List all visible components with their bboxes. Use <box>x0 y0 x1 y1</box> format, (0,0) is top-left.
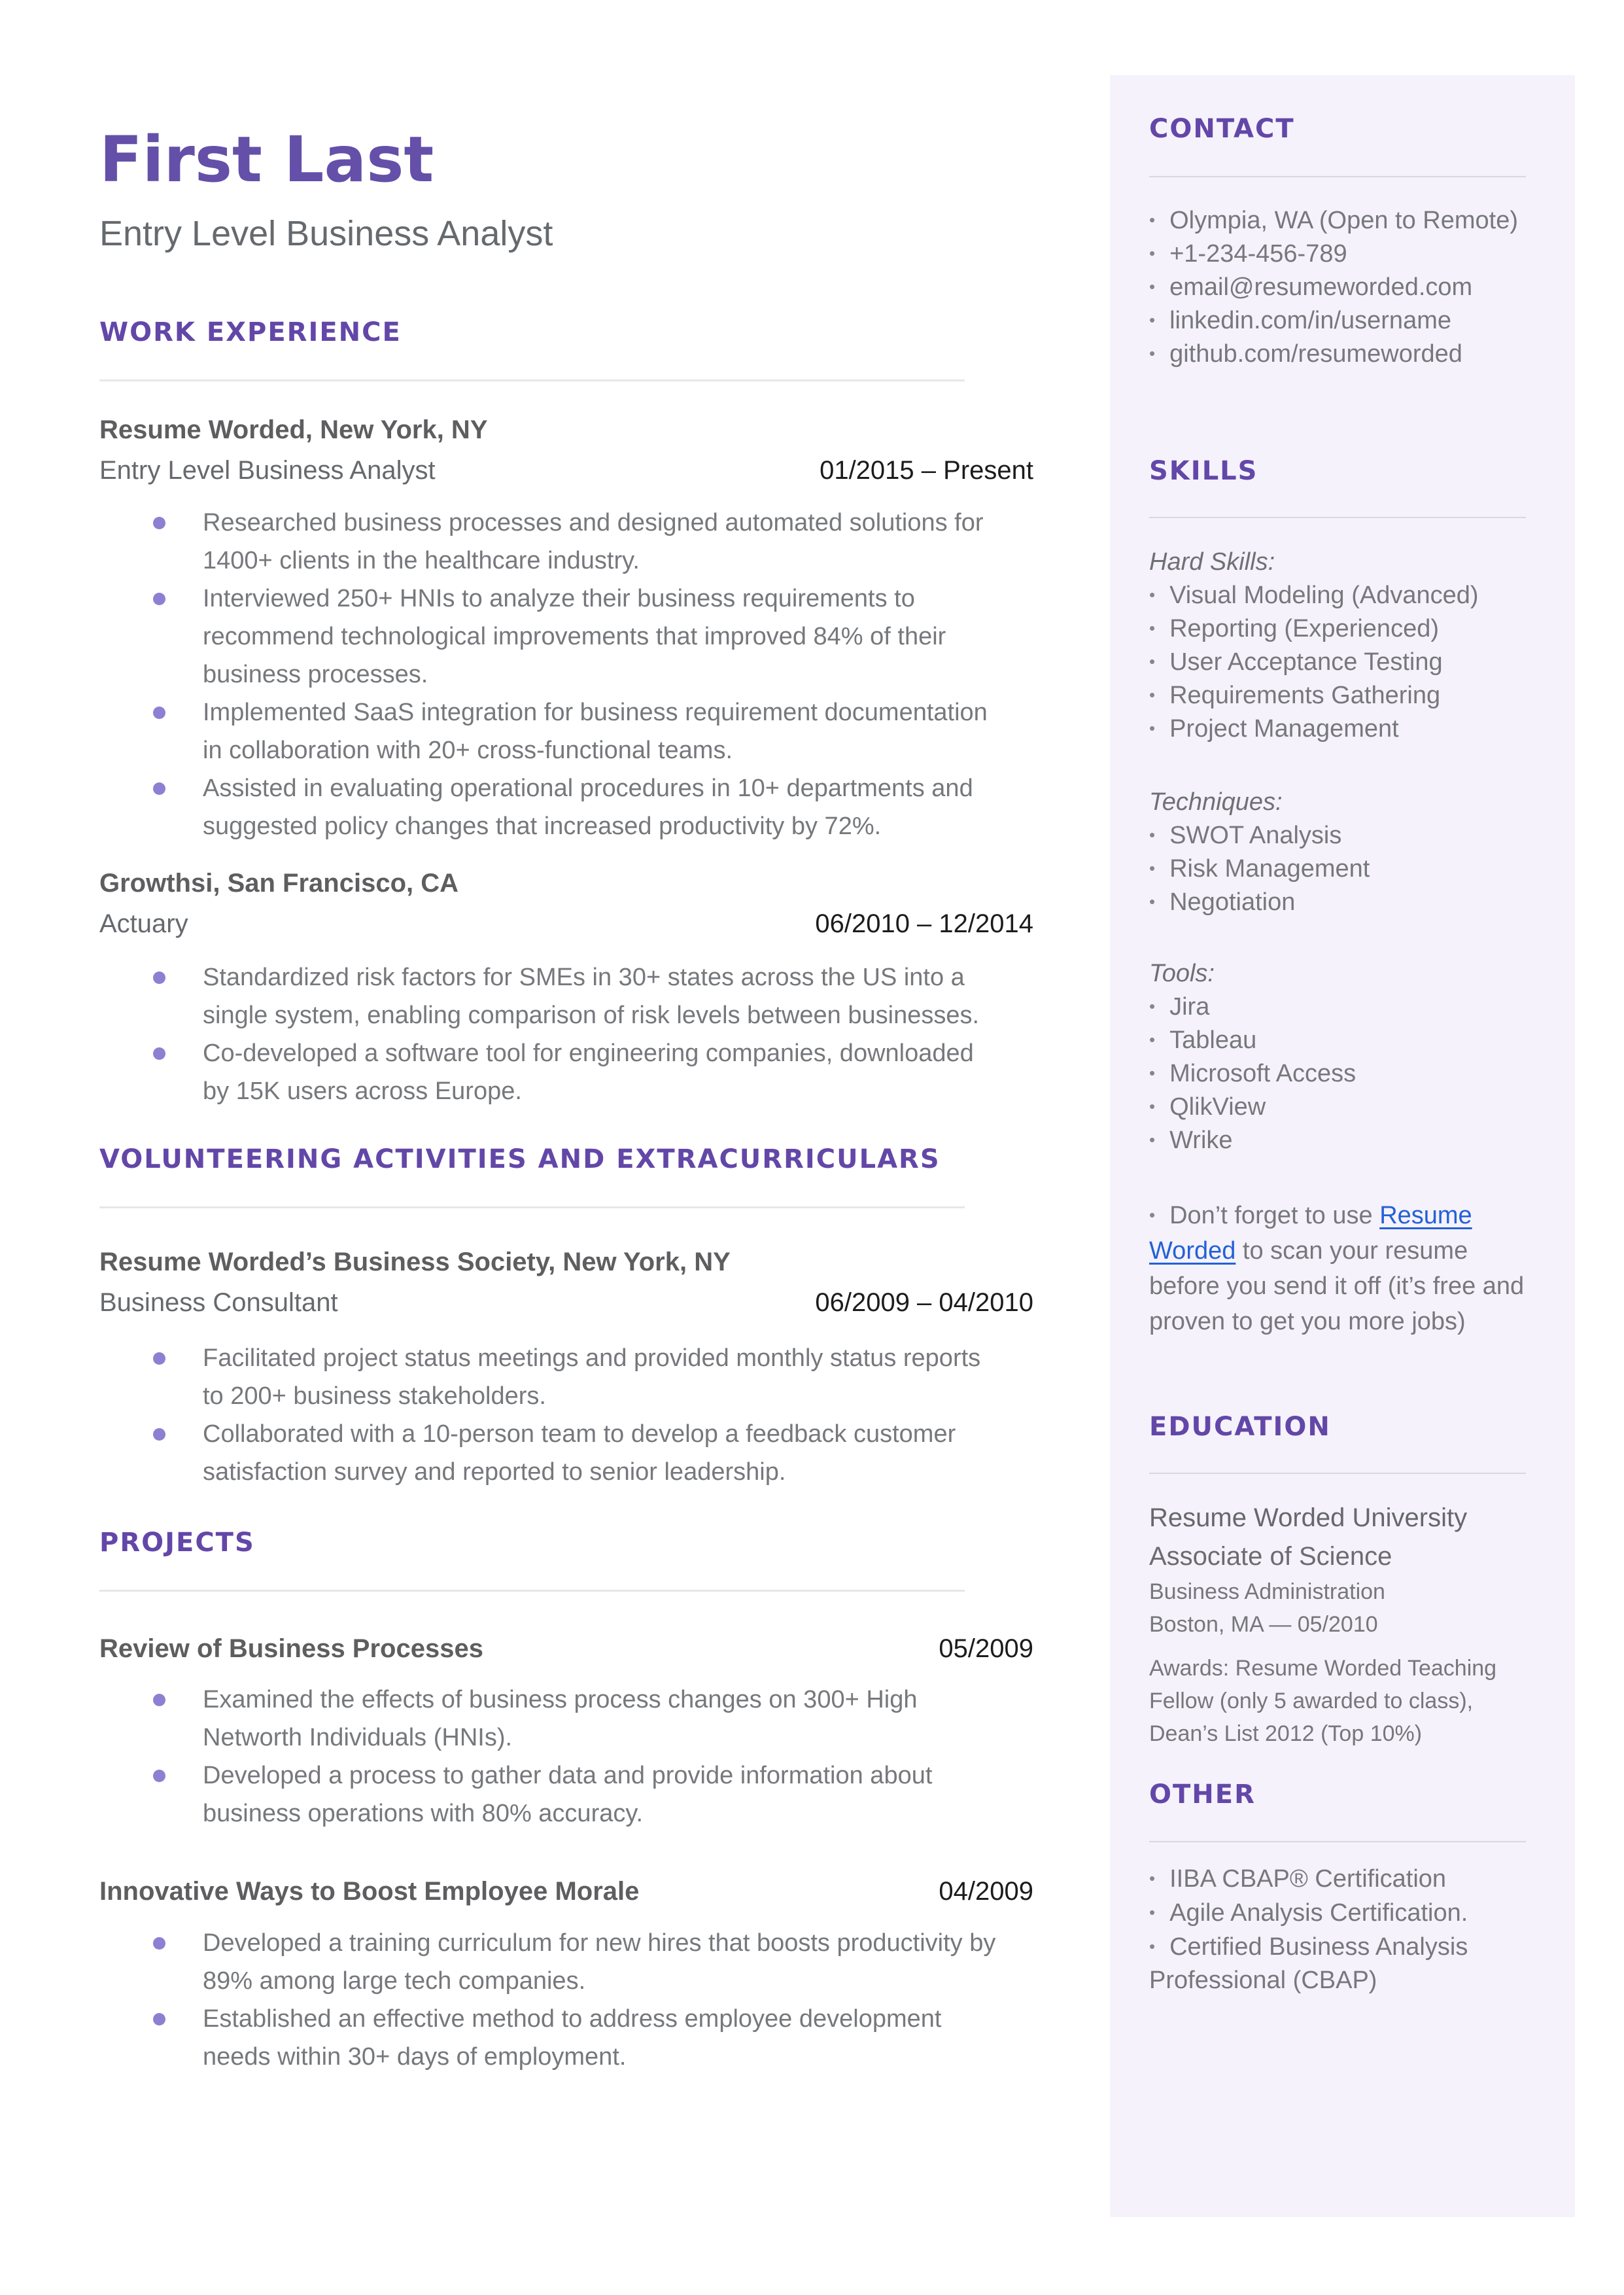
role-title: Entry Level Business Analyst <box>99 456 436 485</box>
other-list <box>1149 1862 1526 1997</box>
contact-item-github <box>1149 337 1526 370</box>
bullet-dot-icon: • <box>1149 685 1156 705</box>
bullet-dot-icon: • <box>1149 1868 1156 1888</box>
resume-worded-link[interactable]: Resume Worded <box>1149 1202 1472 1265</box>
main-column <box>99 0 1033 2076</box>
bullet-list <box>153 1681 1033 1832</box>
bullet-dot-icon: • <box>1149 652 1156 671</box>
skills-list-hard <box>1149 578 1526 745</box>
bullet-dot-icon <box>153 517 165 529</box>
skill-item <box>1149 678 1526 712</box>
skill-text: Negotiation <box>1169 888 1296 916</box>
bullet-dot-icon: • <box>1149 858 1156 878</box>
education-major: Business Administration <box>1149 1579 1385 1604</box>
project-entry <box>99 1876 1033 2076</box>
education-school: Resume Worded University <box>1149 1503 1468 1532</box>
contact-item-email <box>1149 270 1526 304</box>
bullet-dot-icon: • <box>1149 825 1156 845</box>
other-text: IIBA CBAP® Certification <box>1169 1865 1447 1893</box>
bullet-item <box>153 2000 1033 2076</box>
project-title-row <box>99 1876 1033 1907</box>
bullet-list <box>153 504 1033 845</box>
bullet-item <box>153 693 1033 769</box>
sidebar <box>1110 75 1575 2217</box>
sidebar-heading-education: EDUCATION <box>1149 1412 1331 1442</box>
bullet-dot-icon: • <box>1149 1030 1156 1049</box>
other-item <box>1149 1862 1526 1896</box>
bullet-dot-icon <box>153 707 165 719</box>
divider <box>1149 176 1526 177</box>
bullet-text: Standardized risk factors for SMEs in 30+ states across the US into a single system, enabling comparison of risk levels between businesses. <box>203 964 980 1029</box>
divider <box>1149 1473 1526 1474</box>
role-date-row <box>99 1288 1033 1318</box>
bullet-text: Collaborated with a 10-person team to develop a feedback customer satisfaction survey and reported to senior leadership. <box>203 1420 956 1486</box>
bullet-list <box>153 1924 1033 2076</box>
bullet-dot-icon: • <box>1149 1205 1156 1225</box>
bullet-dot-icon: • <box>1149 310 1156 330</box>
date-range: 06/2009 – 04/2010 <box>815 1288 1033 1317</box>
note-text: Don’t forget to use <box>1169 1202 1380 1229</box>
bullet-item <box>153 1681 1033 1757</box>
other-item <box>1149 1930 1526 1997</box>
bullet-dot-icon: • <box>1149 585 1156 604</box>
other-text: Agile Analysis Certification. <box>1169 1899 1468 1927</box>
experience-entry <box>99 868 1033 1110</box>
contact-text: email@resumeworded.com <box>1169 273 1473 301</box>
education-location-date: Boston, MA — 05/2010 <box>1149 1612 1378 1637</box>
skill-text: Risk Management <box>1169 855 1370 883</box>
bullet-item <box>153 769 1033 845</box>
section-heading-volunteering: VOLUNTEERING ACTIVITIES AND EXTRACURRICULARS <box>99 1144 941 1174</box>
project-title: Innovative Ways to Boost Employee Morale <box>99 1877 640 1906</box>
date: 05/2009 <box>939 1634 1033 1663</box>
bullet-item <box>153 1757 1033 1832</box>
bullet-dot-icon: • <box>1149 1130 1156 1149</box>
skill-text: Requirements Gathering <box>1169 682 1441 709</box>
divider <box>1149 1841 1526 1842</box>
company-name: Growthsi, San Francisco, CA <box>99 869 459 898</box>
skill-text: Visual Modeling (Advanced) <box>1169 582 1479 609</box>
bullet-dot-icon: • <box>1149 1936 1156 1956</box>
bullet-text: Implemented SaaS integration for business requirement documentation in collaboration with 20+ cross-functional teams. <box>203 699 988 764</box>
contact-text: +1-234-456-789 <box>1169 240 1347 268</box>
bullet-dot-icon <box>153 782 165 795</box>
bullet-dot-icon: • <box>1149 343 1156 363</box>
skills-list-techniques <box>1149 818 1526 919</box>
resume-worded-note <box>1149 1197 1526 1339</box>
skills-group-label: Hard Skills: <box>1149 548 1275 576</box>
bullet-item <box>153 1339 1033 1415</box>
role-date-row <box>99 909 1033 939</box>
skill-item <box>1149 612 1526 645</box>
experience-entry <box>99 415 1033 845</box>
project-entry <box>99 1634 1033 1832</box>
contact-item-location <box>1149 203 1526 237</box>
skill-text: Jira <box>1169 993 1210 1021</box>
section-heading-work-experience: WORK EXPERIENCE <box>99 317 402 347</box>
divider <box>99 379 965 381</box>
education-degree: Associate of Science <box>1149 1542 1392 1571</box>
company-name: Resume Worded, New York, NY <box>99 415 488 444</box>
bullet-text: Developed a process to gather data and provide information about business operations with 80% accuracy. <box>203 1762 933 1827</box>
skill-item <box>1149 1123 1526 1157</box>
bullet-item <box>153 958 1033 1034</box>
bullet-dot-icon: • <box>1149 1063 1156 1083</box>
note-text: to scan your resume before you send it off (it’s free and proven to get you more jobs) <box>1149 1237 1525 1335</box>
bullet-dot-icon <box>153 1770 165 1782</box>
bullet-dot-icon: • <box>1149 718 1156 738</box>
role-date-row <box>99 455 1033 486</box>
bullet-dot-icon <box>153 1352 165 1365</box>
bullet-text: Developed a training curriculum for new hires that boosts productivity by 89% among large tech companies. <box>203 1929 996 1995</box>
skill-text: QlikView <box>1169 1093 1266 1121</box>
education-awards: Awards: Resume Worded Teaching Fellow (only 5 awarded to class), Dean’s List 2012 (Top 10%) <box>1149 1656 1497 1746</box>
bullet-text: Interviewed 250+ HNIs to analyze their business requirements to recommend technological improvements that improved 84% of their business processes. <box>203 585 946 688</box>
skill-text: Microsoft Access <box>1169 1060 1356 1087</box>
bullet-item <box>153 1034 1033 1110</box>
skill-item <box>1149 852 1526 885</box>
date-range: 06/2010 – 12/2014 <box>815 909 1033 938</box>
bullet-text: Examined the effects of business process changes on 300+ High Networth Individuals (HNIs). <box>203 1686 918 1751</box>
skill-item <box>1149 1023 1526 1057</box>
role-title: Business Consultant <box>99 1288 338 1317</box>
bullet-dot-icon <box>153 972 165 984</box>
contact-list <box>1149 203 1526 370</box>
bullet-list <box>153 1339 1033 1491</box>
bullet-dot-icon <box>153 1428 165 1441</box>
bullet-text: Researched business processes and designed automated solutions for 1400+ clients in the healthcare industry. <box>203 509 984 574</box>
divider <box>99 1590 965 1592</box>
other-item <box>1149 1896 1526 1930</box>
bullet-dot-icon: • <box>1149 243 1156 263</box>
skill-text: Reporting (Experienced) <box>1169 615 1439 642</box>
skill-text: Project Management <box>1169 715 1399 743</box>
bullet-dot-icon: • <box>1149 618 1156 638</box>
bullet-dot-icon <box>153 1937 165 1950</box>
skills-group-label: Tools: <box>1149 960 1215 987</box>
sidebar-heading-contact: CONTACT <box>1149 114 1295 144</box>
skill-item <box>1149 818 1526 852</box>
project-title-row <box>99 1634 1033 1664</box>
skill-item <box>1149 1090 1526 1123</box>
divider <box>1149 517 1526 518</box>
skills-group-label: Techniques: <box>1149 788 1283 816</box>
bullet-dot-icon <box>153 1047 165 1060</box>
divider <box>99 1206 965 1208</box>
skill-text: Wrike <box>1169 1127 1233 1154</box>
skill-item <box>1149 885 1526 919</box>
volunteering-entry <box>99 1247 1033 1491</box>
skills-list-tools <box>1149 990 1526 1157</box>
date-range: 01/2015 – Present <box>820 456 1033 485</box>
contact-text: github.com/resumeworded <box>1169 340 1462 368</box>
contact-text: linkedin.com/in/username <box>1169 307 1451 334</box>
bullet-dot-icon: • <box>1149 277 1156 296</box>
bullet-dot-icon: • <box>1149 892 1156 911</box>
bullet-item <box>153 1924 1033 2000</box>
role-title: Actuary <box>99 909 188 938</box>
skill-item <box>1149 712 1526 745</box>
skill-text: User Acceptance Testing <box>1169 648 1443 676</box>
bullet-item <box>153 580 1033 693</box>
sidebar-heading-skills: SKILLS <box>1149 456 1258 486</box>
skill-item <box>1149 1057 1526 1090</box>
bullet-item <box>153 504 1033 580</box>
organization-name: Resume Worded’s Business Society, New York, NY <box>99 1248 731 1276</box>
skill-item <box>1149 645 1526 678</box>
skill-item <box>1149 578 1526 612</box>
bullet-list <box>153 958 1033 1110</box>
bullet-dot-icon <box>153 2013 165 2025</box>
bullet-dot-icon <box>153 593 165 605</box>
skill-item <box>1149 990 1526 1023</box>
bullet-dot-icon: • <box>1149 996 1156 1016</box>
contact-item-linkedin <box>1149 304 1526 337</box>
section-heading-projects: PROJECTS <box>99 1528 255 1558</box>
candidate-name: First Last <box>99 123 434 196</box>
bullet-text: Facilitated project status meetings and provided monthly status reports to 200+ business stakeholders. <box>203 1344 981 1410</box>
other-text: Certified Business Analysis Professional (CBAP) <box>1149 1933 1468 1994</box>
bullet-dot-icon: • <box>1149 210 1156 230</box>
bullet-dot-icon: • <box>1149 1902 1156 1922</box>
project-title: Review of Business Processes <box>99 1634 483 1663</box>
contact-text: Olympia, WA (Open to Remote) <box>1169 207 1518 234</box>
sidebar-heading-other: OTHER <box>1149 1779 1256 1810</box>
bullet-text: Co-developed a software tool for engineering companies, downloaded by 15K users across Europe. <box>203 1040 974 1105</box>
skill-text: SWOT Analysis <box>1169 822 1342 849</box>
candidate-job-title: Entry Level Business Analyst <box>99 214 553 253</box>
date: 04/2009 <box>939 1877 1033 1906</box>
contact-item-phone <box>1149 237 1526 270</box>
skill-text: Tableau <box>1169 1026 1257 1054</box>
bullet-dot-icon <box>153 1694 165 1706</box>
bullet-item <box>153 1415 1033 1491</box>
bullet-text: Established an effective method to address employee development needs within 30+ days of employment. <box>203 2005 942 2071</box>
bullet-dot-icon: • <box>1149 1096 1156 1116</box>
bullet-text: Assisted in evaluating operational procedures in 10+ departments and suggested policy changes that increased productivity by 72%. <box>203 775 973 840</box>
